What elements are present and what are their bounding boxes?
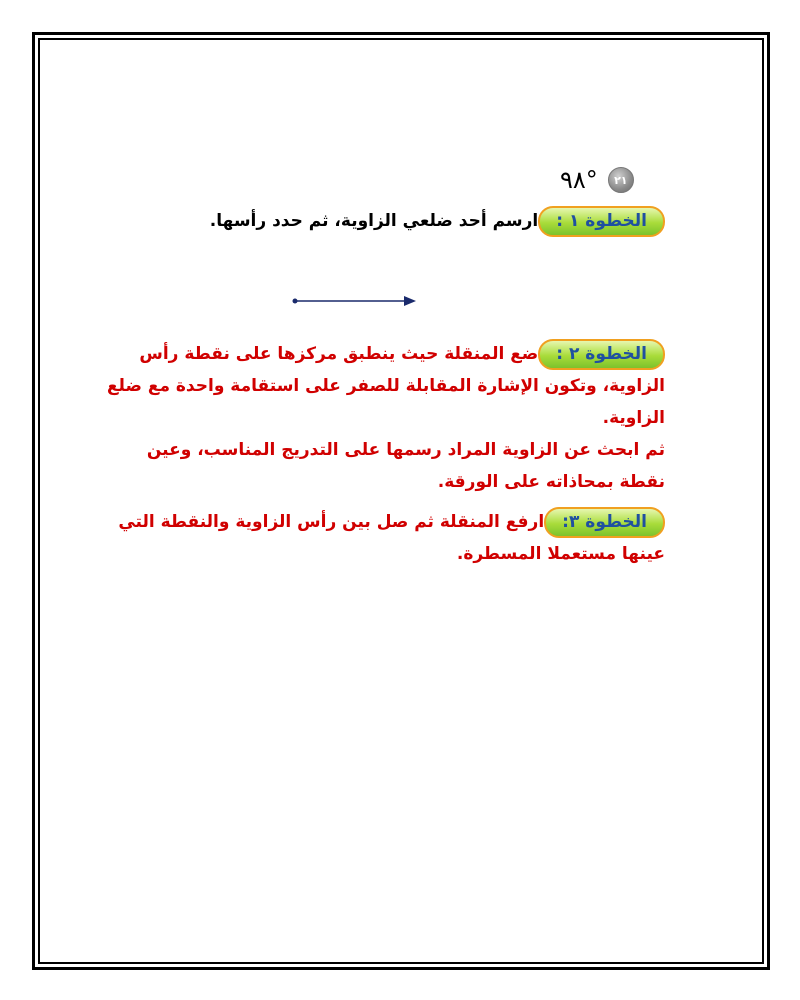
step-3-text: ارفع المنقلة ثم صل بين رأس الزاوية والنقطة التي عينها مستعملا المسطرة.	[118, 512, 665, 564]
step-1-text: ارسم أحد ضلعي الزاوية، ثم حدد رأسها.	[209, 211, 539, 231]
step-2	[100, 338, 665, 498]
problem-number-badge: ٢١	[608, 167, 634, 193]
problem-answer: ٩٨°	[560, 166, 598, 194]
problem-header	[560, 160, 680, 200]
step-2-text-continued: ثم ابحث عن الزاوية المراد رسمها على التدريج المناسب، وعين نقطة بمحاذاته على الورقة.	[146, 440, 665, 492]
step-3-badge: الخطوة ٣:	[544, 507, 665, 538]
step-1-badge: الخطوة ١ :	[538, 206, 665, 237]
step-3	[100, 506, 665, 570]
step-2-text: ضع المنقلة حيث ينطبق مركزها على نقطة رأس الزاوية، وتكون الإشارة المقابلة للصفر على استقامة واحدة مع ضلع الزاوية.	[106, 344, 665, 428]
step-1	[140, 205, 665, 237]
ray-arrow-icon	[290, 294, 420, 308]
step-2-badge: الخطوة ٢ :	[538, 339, 665, 370]
